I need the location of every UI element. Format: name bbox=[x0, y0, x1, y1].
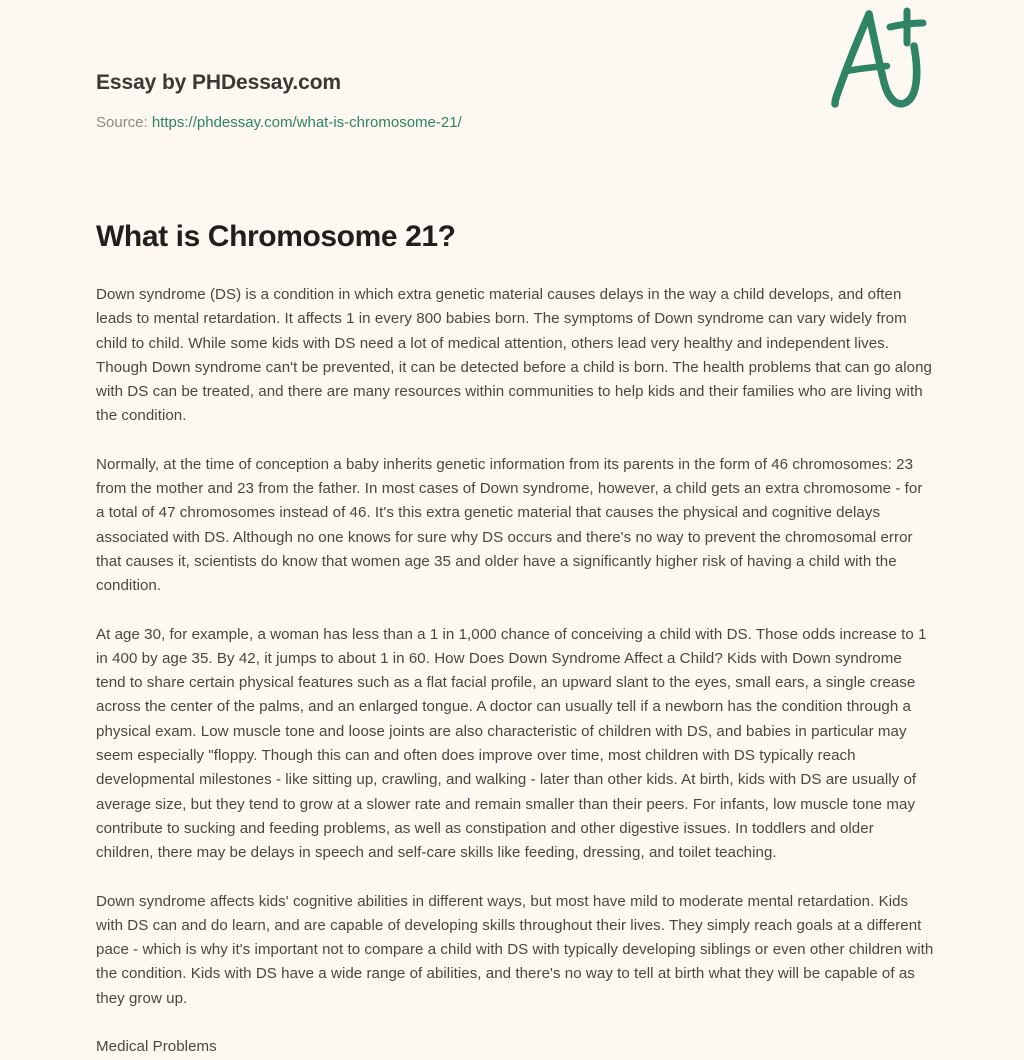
document-header bbox=[96, 62, 928, 172]
brand-title: Essay by PHDessay.com bbox=[96, 71, 341, 94]
body-paragraph: Normally, at the time of conception a baby inherits genetic information from its parents in the form of 46 chromosomes: 23 from the mother and 23 from the father. In most cases of Down syndrome, however, a child gets an extra chromosome - for a total of 47 chromosomes instead of 46. It's this extra genetic material that causes the physical and cognitive delays associated with DS. Although no one knows for sure why DS occurs and there's no way to prevent the chromosomal error that causes it, scientists do know that women age 35 and older have a significantly higher risk of having a child with the condition. bbox=[96, 455, 923, 595]
body-paragraph: Down syndrome affects kids' cognitive abilities in different ways, but most have mild to moderate mental retardation. Kids with DS can and do learn, and are capable of developing skills throughout their lives. They simply reach goals at a different pace - which is why it's important not to compare a child with DS with typically developing siblings or even other children with the condition. Kids with DS have a wide range of abilities, and there's no way to tell at birth what they will be capable of as they grow up. bbox=[96, 892, 934, 1007]
page-title: What is Chromosome 21? bbox=[96, 220, 456, 253]
body-paragraph: At age 30, for example, a woman has less than a 1 in 1,000 chance of conceiving a child with DS. Those odds increase to 1 in 400 by age 35. By 42, it jumps to about 1 in 60. How Does Down Syndrome Affect a Child? Kids with Down syndrome tend to share certain physical features such as a flat facial profile, an upward slant to the eyes, small ears, a single crease across the center of the palms, and an enlarged tongue. A doctor can usually tell if a newborn has the condition through a physical exam. Low muscle tone and loose joints are also characteristic of children with DS, and babies in particular may seem especially "floppy. Though this can and often does improve over time, most children with DS typically reach developmental milestones - like sitting up, crawling, and walking - later than other kids. At birth, kids with DS are usually of average size, but they tend to grow at a slower rate and remain smaller than their peers. For infants, low muscle tone may contribute to sucking and feeding problems, as well as constipation and other digestive issues. In toddlers and older children, there may be delays in speech and self-care skills like feeding, dressing, and toilet teaching. bbox=[96, 625, 927, 862]
source-label: Source: bbox=[96, 114, 148, 132]
body-paragraph: Down syndrome (DS) is a condition in which extra genetic material causes delays in the way a child develops, and often leads to mental retardation. It affects 1 in every 800 babies born. The symptoms of Down syndrome can vary widely from child to child. While some kids with DS need a lot of medical attention, others lead very healthy and independent lives. Though Down syndrome can't be prevented, it can be detected before a child is born. The health problems that can go along with DS can be treated, and there are many resources within communities to help kids and their families who are living with the condition. bbox=[96, 286, 932, 425]
a-plus-logo-icon bbox=[824, 0, 928, 112]
document-body bbox=[96, 283, 934, 1059]
section-heading-medical-problems: Medical Problems bbox=[96, 1038, 217, 1056]
source-line bbox=[96, 113, 928, 133]
source-url-link[interactable]: https://phdessay.com/what-is-chromosome-21/ bbox=[151, 114, 462, 132]
